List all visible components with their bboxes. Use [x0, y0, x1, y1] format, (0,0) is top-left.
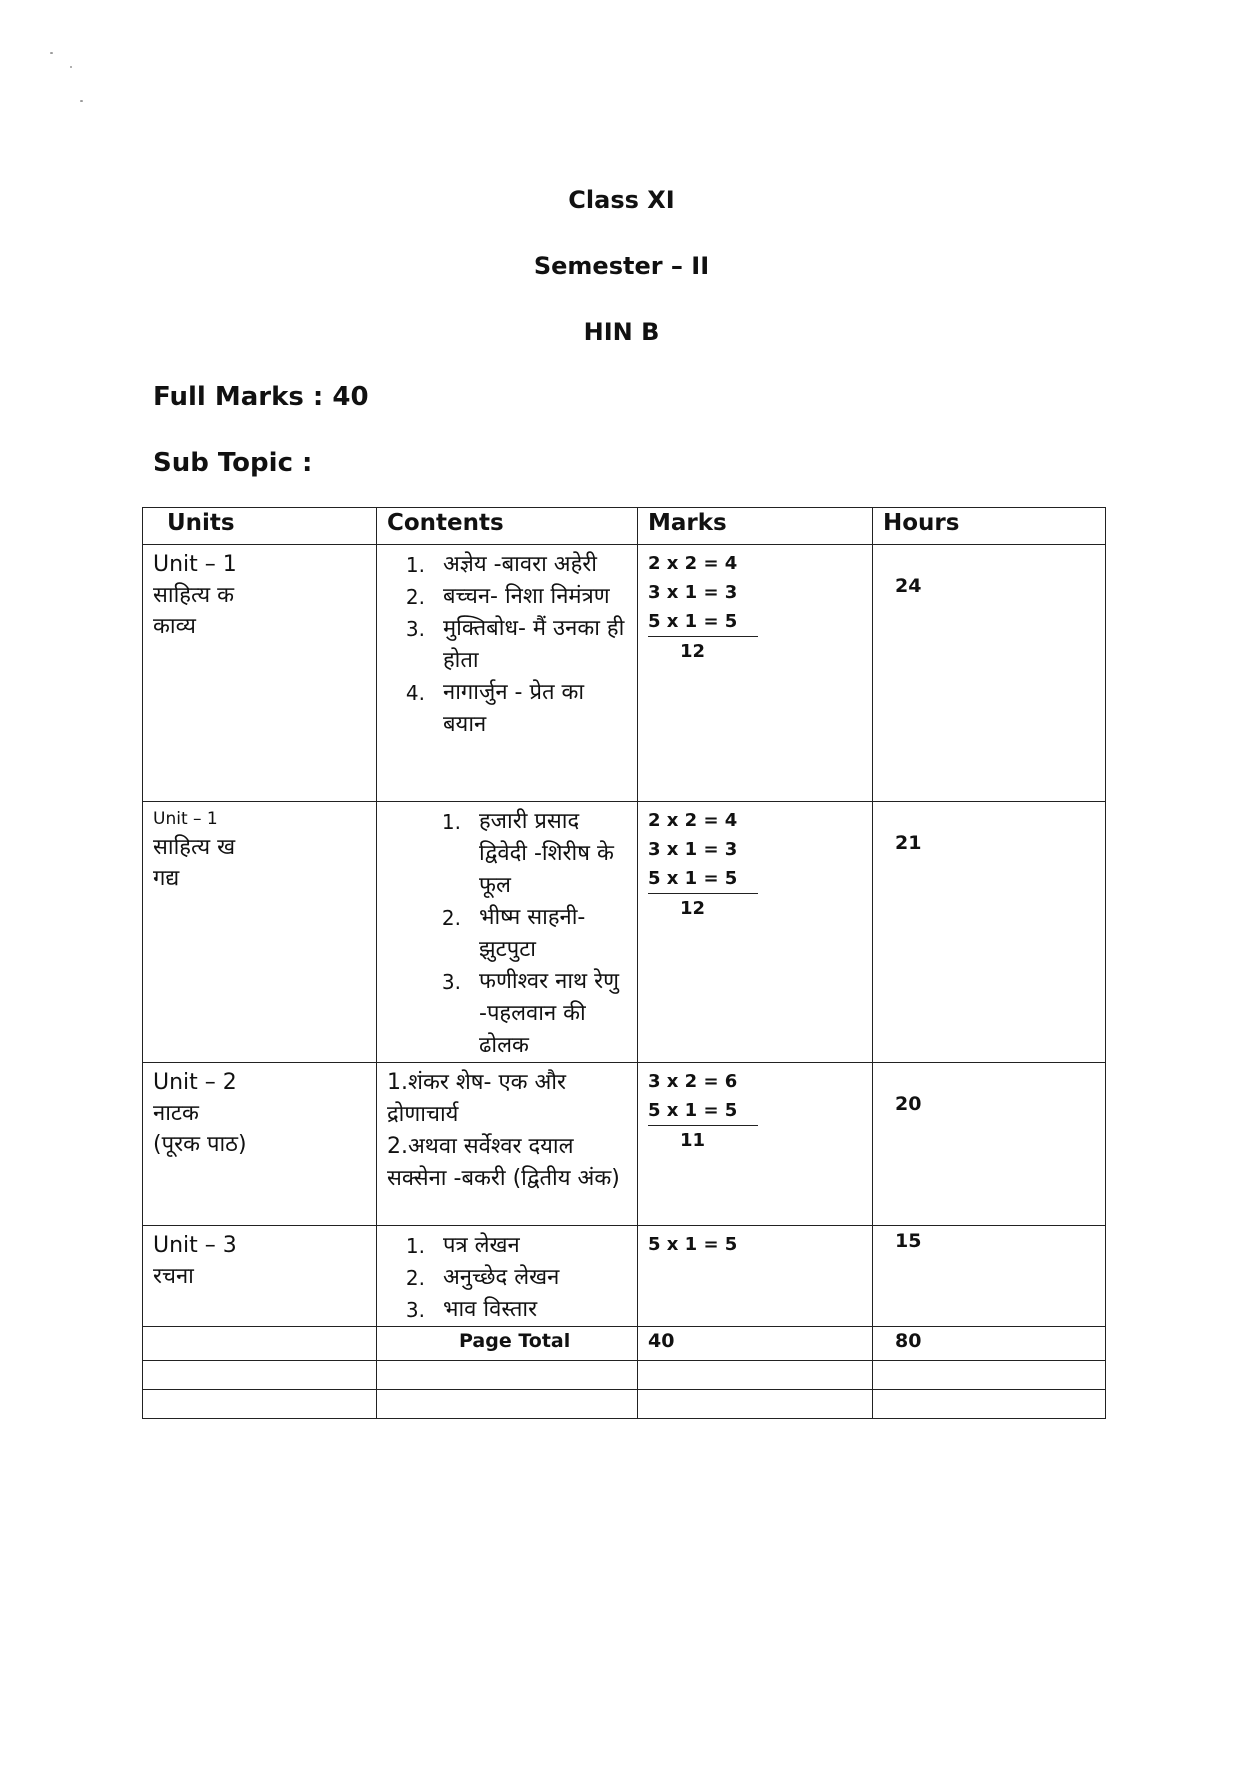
- sub-topic: Sub Topic :: [153, 448, 313, 478]
- marks-cell: [638, 1063, 873, 1226]
- hours-cell: 20: [873, 1063, 1106, 1226]
- marks-total: 12: [680, 898, 706, 919]
- unit-cell: [143, 802, 377, 1063]
- unit-name: (पूरक पाठ): [153, 1132, 247, 1157]
- table-row: [143, 545, 1106, 802]
- scan-speck: [70, 66, 72, 68]
- marks-line: 2 x 2 = 4: [648, 810, 738, 831]
- marks-total: 11: [680, 1130, 706, 1151]
- unit-label: Unit – 1: [153, 809, 218, 829]
- marks-line: 2 x 2 = 4: [648, 553, 738, 574]
- unit-name: नाटक: [153, 1101, 199, 1126]
- empty-cell: [143, 1361, 377, 1390]
- header-marks: Marks: [638, 508, 873, 545]
- full-marks: Full Marks : 40: [153, 382, 369, 412]
- marks-total: 12: [680, 641, 706, 662]
- list-item: 2. भीष्म साहनी- झुटपुटा: [441, 905, 586, 962]
- page-total-label: Page Total: [377, 1327, 638, 1361]
- blank-row: [143, 1390, 1106, 1419]
- page-total-marks: 40: [638, 1327, 873, 1361]
- table-row: [143, 1063, 1106, 1226]
- list-item: 2. बच्चन- निशा निमंत्रण: [405, 584, 610, 609]
- hours-cell: 24: [873, 545, 1106, 802]
- blank-row: [143, 1361, 1106, 1390]
- unit-label: Unit – 1: [153, 552, 237, 577]
- unit-name: रचना: [153, 1264, 194, 1289]
- marks-line: 3 x 1 = 3: [648, 839, 738, 860]
- table-row: [143, 802, 1106, 1063]
- subject-title: HIN B: [583, 318, 660, 346]
- list-item: 1. अज्ञेय -बावरा अहेरी: [405, 552, 597, 577]
- unit-label: Unit – 2: [153, 1070, 237, 1095]
- unit-name: साहित्य ख: [153, 835, 236, 860]
- marks-cell: [638, 1226, 873, 1327]
- list-item: 2. अनुच्छेद लेखन: [405, 1265, 560, 1290]
- unit-cell: [143, 545, 377, 802]
- empty-cell: [143, 1390, 377, 1419]
- contents-cell: [377, 1226, 638, 1327]
- contents-cell: [377, 1063, 638, 1226]
- content-line: 1.शंकर शेष- एक और द्रोणाचार्य: [387, 1070, 567, 1127]
- empty-cell: [638, 1390, 873, 1419]
- empty-cell: [143, 1327, 377, 1361]
- page-total-row: [143, 1327, 1106, 1361]
- hours-cell: 21: [873, 802, 1106, 1063]
- header-contents: Contents: [377, 508, 638, 545]
- contents-cell: [377, 545, 638, 802]
- empty-cell: [377, 1361, 638, 1390]
- list-item: 3. मुक्तिबोध- मैं उनका ही होता: [405, 616, 625, 673]
- marks-line: 3 x 2 = 6: [648, 1071, 738, 1092]
- unit-name: काव्य: [153, 614, 196, 639]
- marks-line: 5 x 1 = 5: [648, 1096, 758, 1126]
- content-line: 2.अथवा सर्वेश्वर दयाल सक्सेना -बकरी (द्वितीय अंक): [387, 1134, 620, 1191]
- unit-cell: [143, 1063, 377, 1226]
- list-item: 1. पत्र लेखन: [405, 1233, 520, 1258]
- marks-line: 3 x 1 = 3: [648, 582, 738, 603]
- class-title: Class XI: [568, 186, 675, 214]
- marks-line: 5 x 1 = 5: [648, 607, 758, 637]
- unit-cell: [143, 1226, 377, 1327]
- table-header-row: [143, 508, 1106, 545]
- page-total-hours: 80: [873, 1327, 1106, 1361]
- empty-cell: [873, 1390, 1106, 1419]
- list-item: 4. नागार्जुन - प्रेत का बयान: [405, 680, 585, 737]
- unit-label: Unit – 3: [153, 1233, 237, 1258]
- list-item: 3. फणीश्वर नाथ रेणु -पहलवान की ढोलक: [441, 969, 620, 1058]
- empty-cell: [873, 1361, 1106, 1390]
- list-item: 1. हजारी प्रसाद द्विवेदी -शिरीष के फूल: [441, 809, 614, 898]
- marks-cell: [638, 545, 873, 802]
- marks-cell: [638, 802, 873, 1063]
- hours-cell: 15: [873, 1226, 1106, 1327]
- header-hours: Hours: [873, 508, 1106, 545]
- syllabus-table: [142, 507, 1106, 1419]
- marks-line: 5 x 1 = 5: [648, 864, 758, 894]
- empty-cell: [638, 1361, 873, 1390]
- contents-cell: [377, 802, 638, 1063]
- unit-name: साहित्य क: [153, 583, 234, 608]
- table-row: [143, 1226, 1106, 1327]
- list-item: 3. भाव विस्तार: [405, 1297, 538, 1322]
- unit-name: गद्य: [153, 866, 180, 891]
- marks-line: 5 x 1 = 5: [648, 1234, 738, 1255]
- header-units: Units: [143, 508, 377, 545]
- empty-cell: [377, 1390, 638, 1419]
- scan-speck: [80, 100, 83, 102]
- scan-speck: [50, 52, 53, 54]
- semester-title: Semester – II: [533, 252, 710, 280]
